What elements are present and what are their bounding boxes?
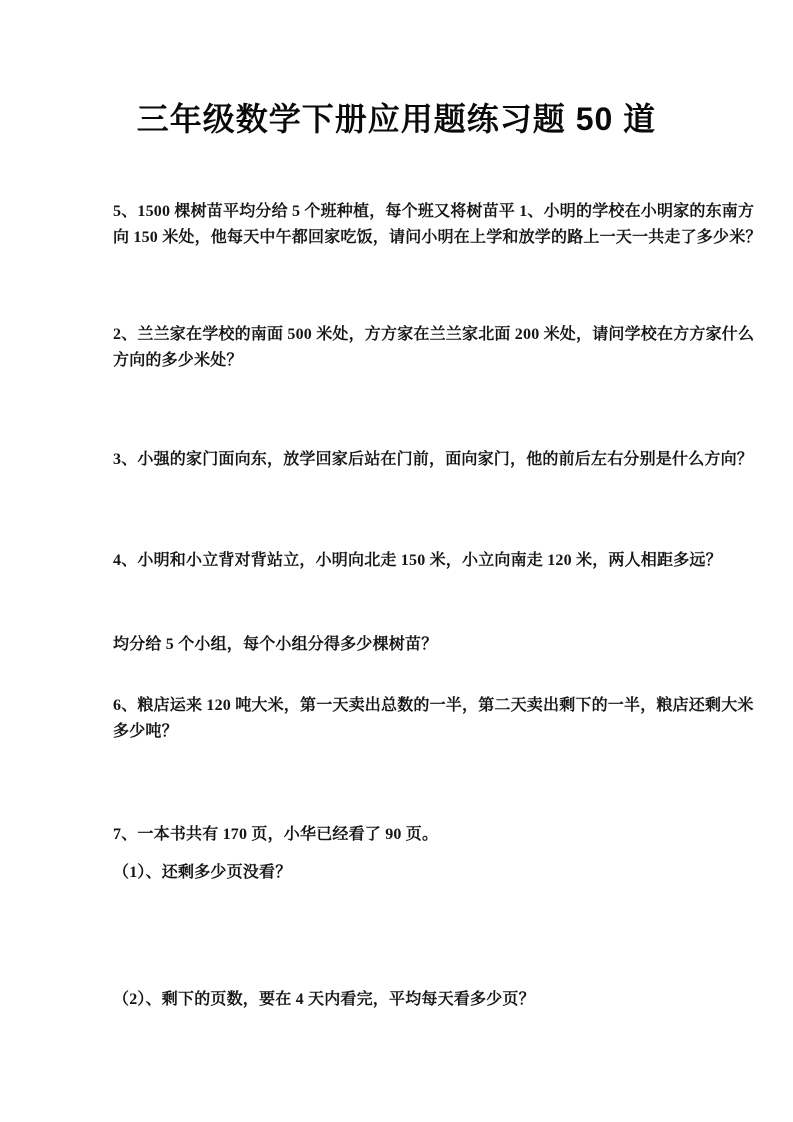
problem-text-line: 多少吨？ [113,723,178,740]
problem-text-line: 2、兰兰家在学校的南面 500 米处，方方家在兰兰家北面 200 米处，请问学校在方方家什么 [113,326,755,343]
problem-text-line: 3、小强的家门面向东，放学回家后站在门前，面向家门，他的前后左右分别是什么方向？ [113,451,754,468]
problem-block-2 [113,322,755,374]
problem-text-line: 向 150 米处，他每天中午都回家吃饭，请问小明在上学和放学的路上一天一共走了多少米？ [113,229,762,246]
problem-block-7-subquestion-1 [113,860,703,886]
problem-block-4 [113,548,722,574]
problem-block-3 [113,447,754,473]
problem-block-7-subquestion-2 [113,987,703,1013]
problem-text-line: 5、1500 棵树苗平均分给 5 个班种植，每个班又将树苗平 1、小明的学校在小明家的东南方 [113,203,755,220]
problem-block-1 [113,199,762,251]
problem-text-line: 7、一本书共有 170 页，小华已经看了 90 页。 [113,826,439,843]
problem-text-line: 方向的多少米处？ [113,352,243,369]
problem-block-5-continuation [113,632,703,658]
problem-block-7 [113,822,703,848]
problem-text-line: 均分给 5 个小组，每个小组分得多少棵树苗？ [113,636,438,653]
problem-text-line: （2）、剩下的页数，要在 4 天内看完，平均每天看多少页？ [113,991,535,1008]
problem-text-line: （1）、还剩多少页没看？ [113,864,292,881]
page-title: 三年级数学下册应用题练习题 50 道 [136,101,657,137]
problem-text-line: 6、粮店运来 120 吨大米，第一天卖出总数的一半，第二天卖出剩下的一半，粮店还剩大米 [113,697,754,714]
problem-text-line: 4、小明和小立背对背站立，小明向北走 150 米，小立向南走 120 米，两人相距多远？ [113,552,722,569]
problem-block-6 [113,693,754,745]
